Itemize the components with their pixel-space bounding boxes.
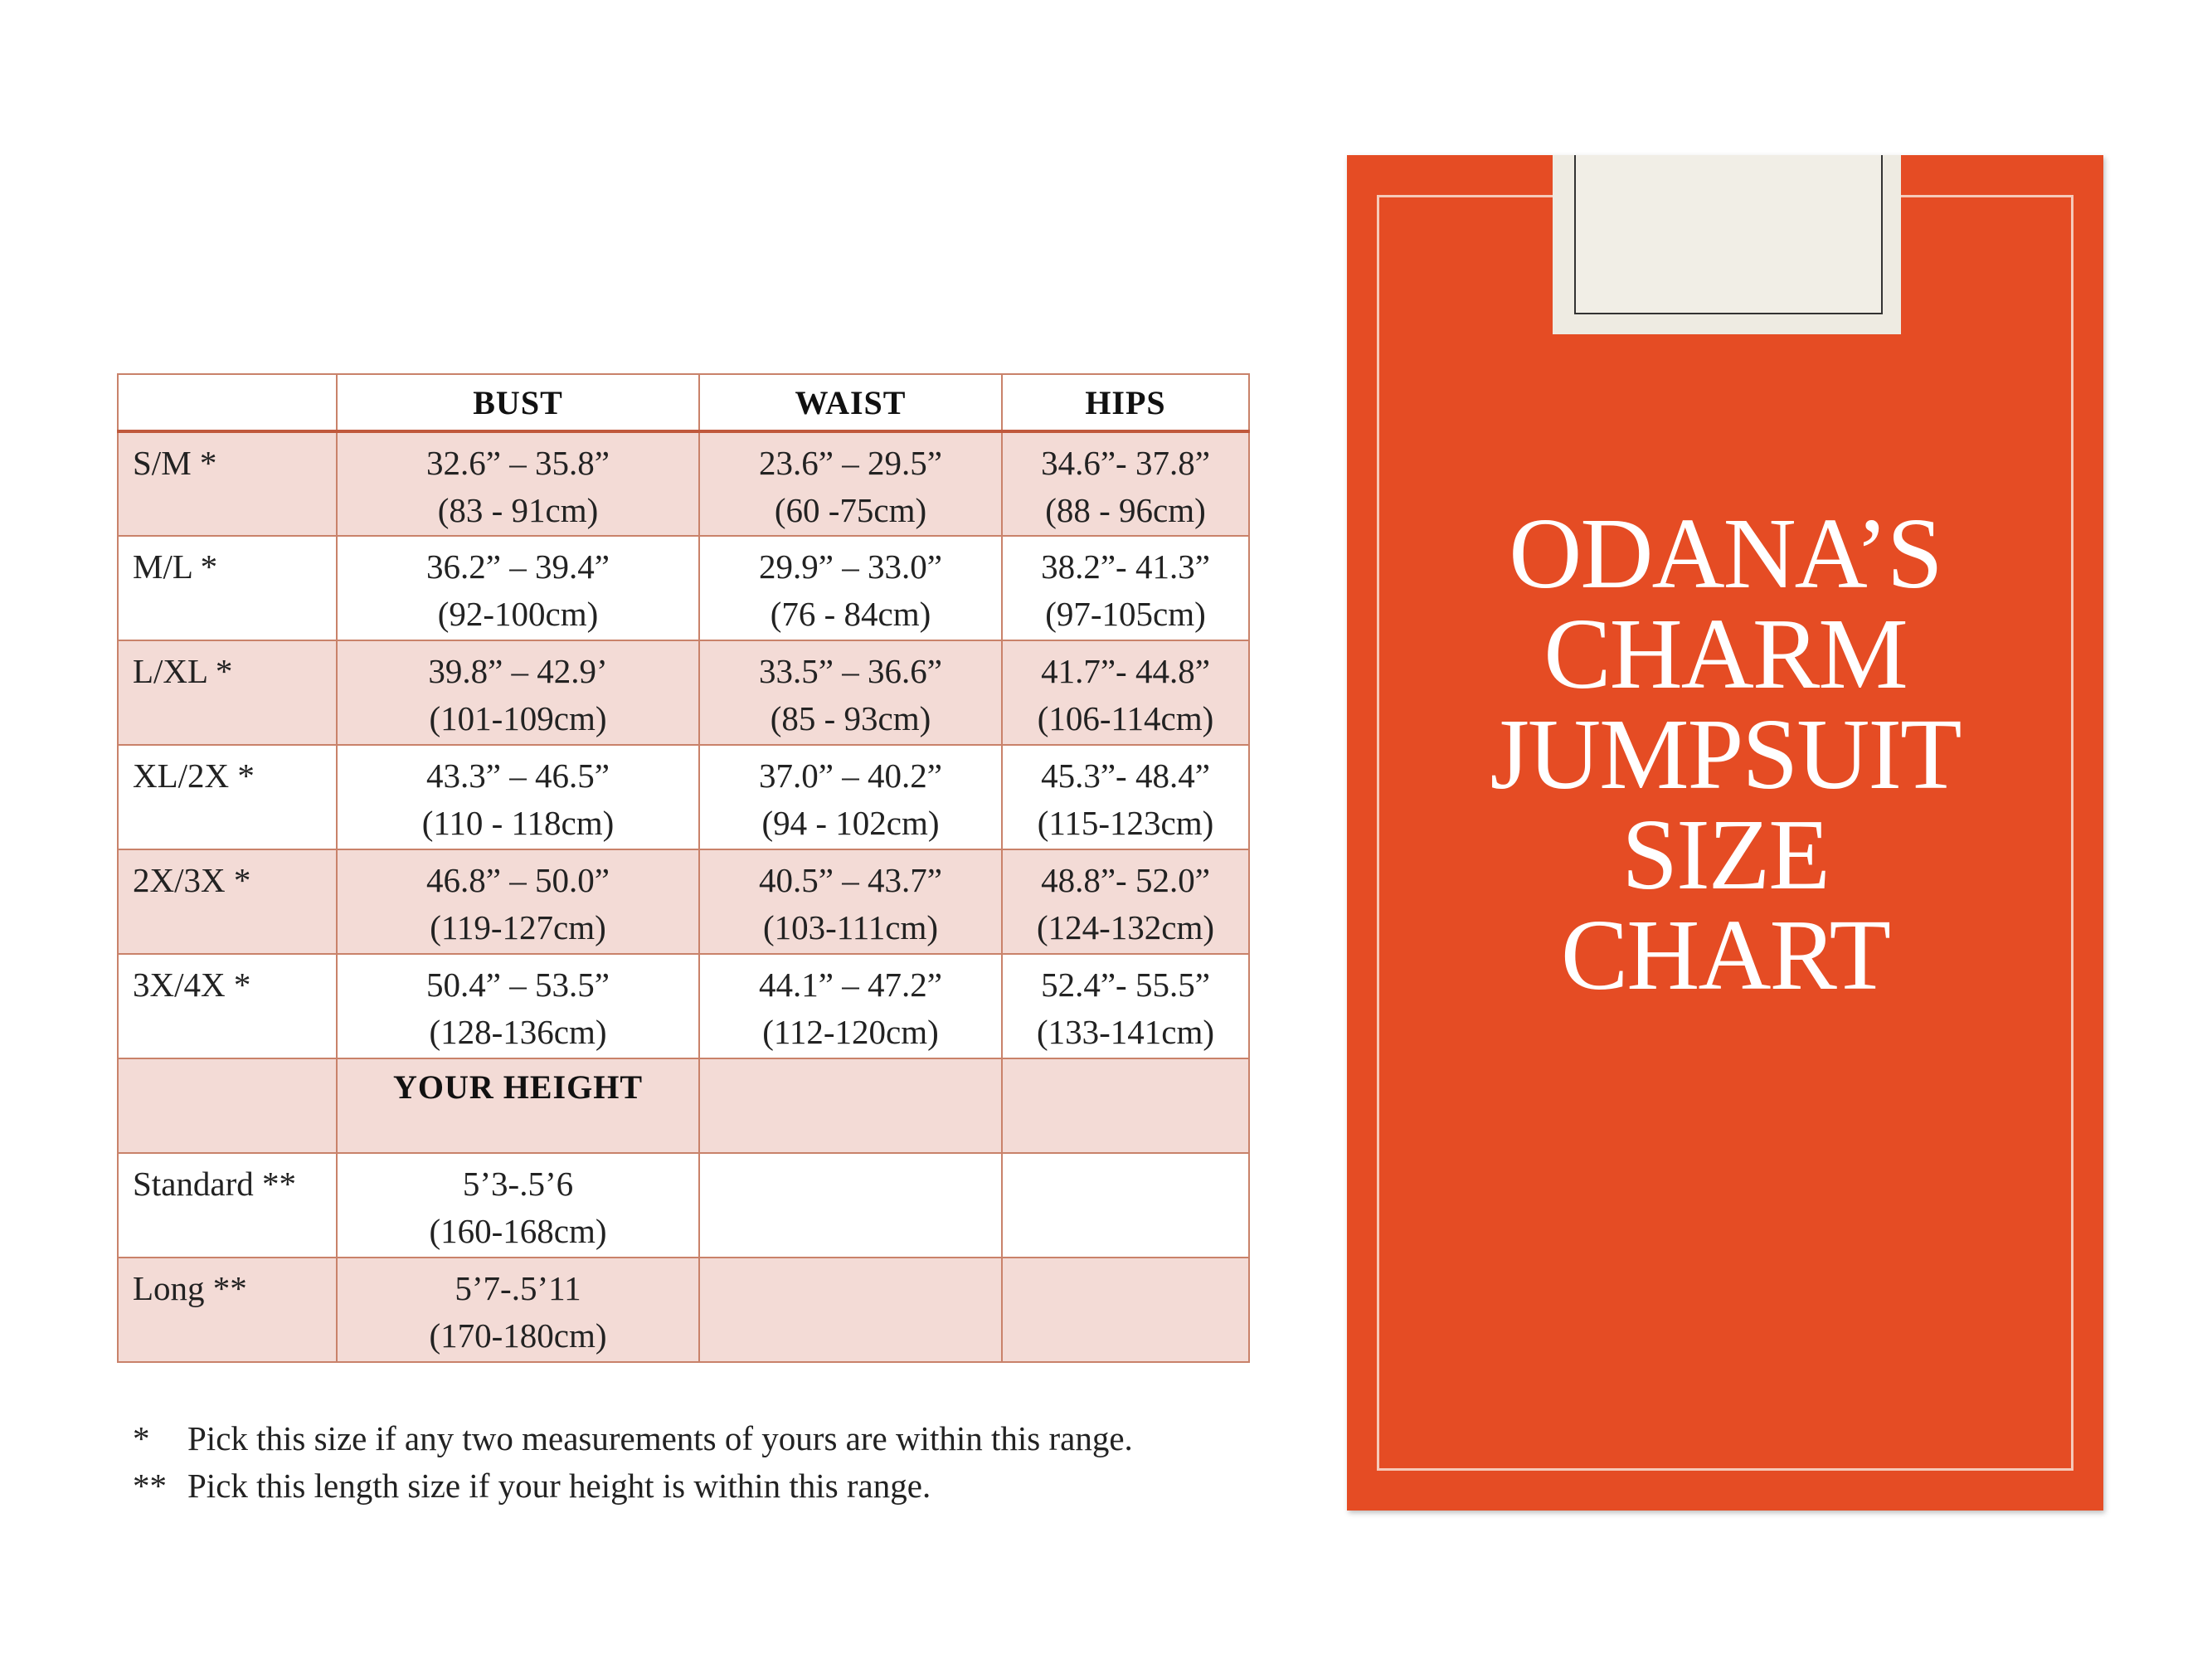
empty-cell <box>699 1153 1002 1258</box>
header-blank <box>118 374 337 431</box>
bust-cell: 36.2” – 39.4” (92-100cm) <box>337 536 699 640</box>
table-row <box>118 745 1249 849</box>
title-line: SIZE <box>1621 799 1829 911</box>
table-row <box>118 431 1249 536</box>
height-cell: 5’7-.5’11 (170-180cm) <box>337 1258 699 1362</box>
waist-cell: 44.1” – 47.2” (112-120cm) <box>699 954 1002 1058</box>
height-header-row <box>118 1058 1249 1153</box>
height-header-blank <box>118 1058 337 1153</box>
bust-cell: 46.8” – 50.0” (119-127cm) <box>337 849 699 954</box>
waist-cell: 23.6” – 29.5” (60 -75cm) <box>699 431 1002 536</box>
empty-cell <box>1002 1058 1249 1153</box>
table-row <box>118 1153 1249 1258</box>
footnote-text: Pick this length size if your height is within this range. <box>187 1467 931 1505</box>
size-label: 3X/4X * <box>118 954 337 1058</box>
table-row <box>118 640 1249 745</box>
bust-cell: 32.6” – 35.8” (83 - 91cm) <box>337 431 699 536</box>
waist-cell: 40.5” – 43.7” (103-111cm) <box>699 849 1002 954</box>
table-row <box>118 1258 1249 1362</box>
length-label: Standard ** <box>118 1153 337 1258</box>
size-label: L/XL * <box>118 640 337 745</box>
size-label: 2X/3X * <box>118 849 337 954</box>
hips-cell: 52.4”- 55.5” (133-141cm) <box>1002 954 1249 1058</box>
your-height-header: YOUR HEIGHT <box>337 1058 699 1153</box>
title-line: JUMPSUIT <box>1490 698 1961 810</box>
header-bust: BUST <box>337 374 699 431</box>
title-line: CHARM <box>1544 598 1907 710</box>
table-header-row <box>118 374 1249 431</box>
height-cell: 5’3-.5’6 (160-168cm) <box>337 1153 699 1258</box>
size-chart-table <box>117 373 1250 1363</box>
table-row <box>118 954 1249 1058</box>
chart-title <box>1347 498 2103 1011</box>
waist-cell: 33.5” – 36.6” (85 - 93cm) <box>699 640 1002 745</box>
size-label: XL/2X * <box>118 745 337 849</box>
empty-cell <box>1002 1258 1249 1362</box>
header-waist: WAIST <box>699 374 1002 431</box>
card-tab <box>1553 155 1901 334</box>
footnote-1 <box>133 1415 1133 1462</box>
size-label: S/M * <box>118 431 337 536</box>
bust-cell: 39.8” – 42.9’ (101-109cm) <box>337 640 699 745</box>
hips-cell: 41.7”- 44.8” (106-114cm) <box>1002 640 1249 745</box>
waist-cell: 37.0” – 40.2” (94 - 102cm) <box>699 745 1002 849</box>
title-card <box>1347 155 2103 1511</box>
footnote-text: Pick this size if any two measurements of yours are within this range. <box>187 1419 1133 1457</box>
footnote-mark: ** <box>133 1467 167 1505</box>
footnotes <box>133 1415 1133 1510</box>
title-line: ODANA’S <box>1509 498 1942 610</box>
hips-cell: 34.6”- 37.8” (88 - 96cm) <box>1002 431 1249 536</box>
waist-cell: 29.9” – 33.0” (76 - 84cm) <box>699 536 1002 640</box>
header-hips: HIPS <box>1002 374 1249 431</box>
bust-cell: 50.4” – 53.5” (128-136cm) <box>337 954 699 1058</box>
hips-cell: 48.8”- 52.0” (124-132cm) <box>1002 849 1249 954</box>
empty-cell <box>699 1058 1002 1153</box>
card-tab-inner <box>1574 155 1883 314</box>
title-line: CHART <box>1560 899 1890 1011</box>
empty-cell <box>1002 1153 1249 1258</box>
bust-cell: 43.3” – 46.5” (110 - 118cm) <box>337 745 699 849</box>
hips-cell: 45.3”- 48.4” (115-123cm) <box>1002 745 1249 849</box>
length-label: Long ** <box>118 1258 337 1362</box>
table-row <box>118 536 1249 640</box>
size-label: M/L * <box>118 536 337 640</box>
hips-cell: 38.2”- 41.3” (97-105cm) <box>1002 536 1249 640</box>
footnote-2 <box>133 1462 1133 1510</box>
footnote-mark: * <box>133 1419 150 1457</box>
table-row <box>118 849 1249 954</box>
empty-cell <box>699 1258 1002 1362</box>
